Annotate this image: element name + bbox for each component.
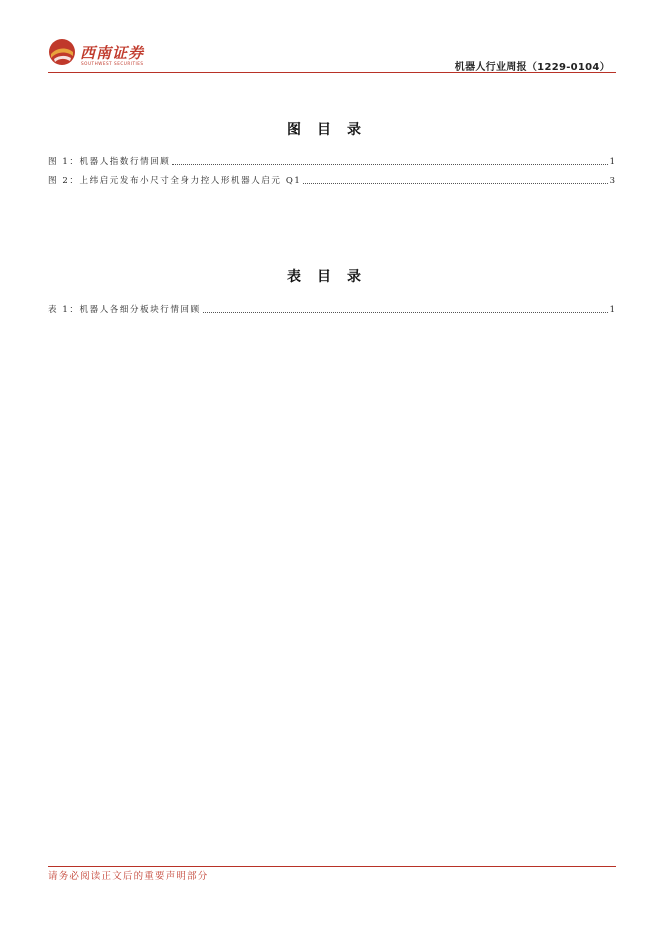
toc-entry-page: 1	[609, 305, 615, 315]
header-divider	[48, 72, 616, 73]
toc-leader-dots	[203, 312, 608, 313]
toc-entry-page: 1	[609, 157, 615, 167]
logo-english-name: SOUTHWEST SECURITIES	[81, 61, 144, 66]
toc-entry-label: 表 1：机器人各细分板块行情回顾	[48, 305, 201, 315]
company-logo	[48, 36, 168, 70]
footer-divider	[48, 866, 616, 867]
toc-entry-table-1[interactable]	[48, 303, 615, 315]
tables-toc-title: 表目录	[287, 269, 377, 285]
report-title: 机器人行业周报（1229-0104）	[454, 62, 610, 73]
toc-entry-figure-1[interactable]	[48, 155, 615, 167]
footer-disclaimer: 请务必阅读正文后的重要声明部分	[48, 871, 209, 882]
logo-chinese-name: 西南证券	[80, 44, 145, 62]
toc-entry-page: 3	[609, 176, 615, 186]
toc-leader-dots	[172, 164, 607, 165]
toc-entry-label: 图 1：机器人指数行情回顾	[48, 157, 171, 167]
toc-leader-dots	[303, 183, 607, 184]
page-header	[48, 36, 616, 74]
toc-entry-label: 图 2：上纬启元发布小尺寸全身力控人形机器人启元 Q1	[48, 176, 302, 186]
logo-mark-icon	[48, 38, 76, 66]
toc-entry-figure-2[interactable]	[48, 174, 615, 186]
figures-toc-title: 图目录	[287, 122, 377, 138]
